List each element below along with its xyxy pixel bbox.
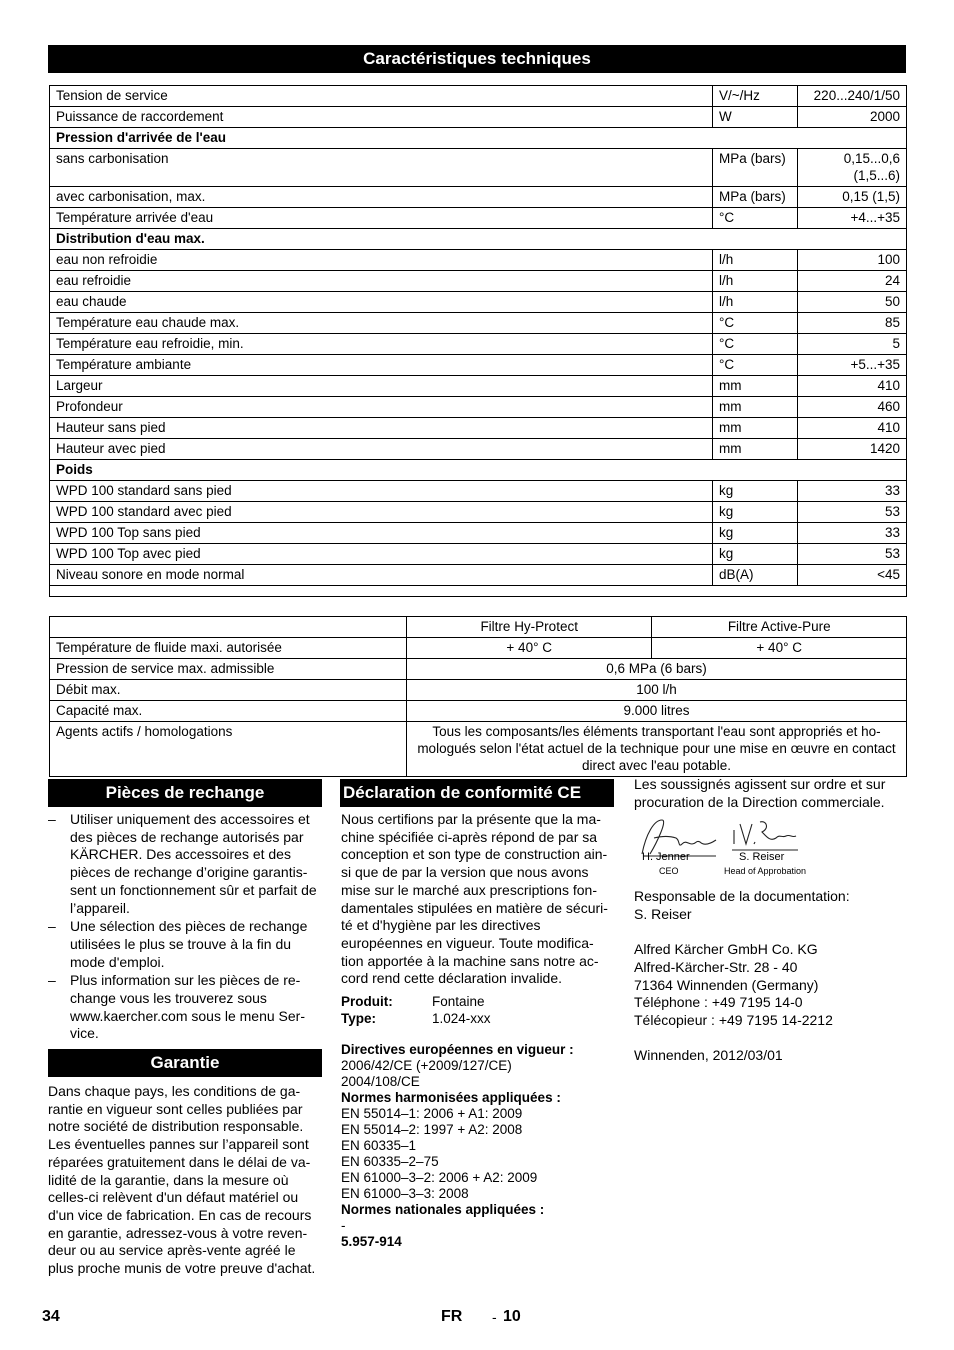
spec-label: Hauteur avec pied [50, 439, 713, 460]
garantie-text: Dans chaque pays, les conditions de ga-rantie en vigueur sont celles publiées par notre société de distribution responsable. Les éventuelles pannes sur l’appareil sont réparées gratuitement dans le délai de va-lidité de la garantie, dans la mesure où celles-ci relèvent d'un défaut matériel ou d'un vice de fabrication. En cas de recours en garantie, adressez-vous à votre reven-deur ou au service après-vente agréé le plus proche munis de votre preuve d'achat. [48, 1083, 316, 1277]
spec-row [50, 502, 907, 523]
dash-bullet: – [48, 811, 56, 827]
company-fax: Télécopieur : +49 7195 14-2212 [634, 1011, 833, 1028]
spec-row [50, 439, 907, 460]
spec-value: 460 [798, 397, 907, 418]
spec-row [50, 313, 907, 334]
reiser-signature [732, 822, 798, 850]
spec-unit: W [713, 107, 798, 128]
filter-row [50, 638, 907, 659]
spec-value: 0,15...0,6 (1,5...6) [798, 149, 907, 187]
dash-bullet: – [48, 972, 56, 989]
declaration-text: Nous certifions par la présente que la ma-chine spécifiée ci-après répond de par sa conception et son type de construction ain-si que de par la version que nous avons mise sur le marché aux prescriptions fon-damentales stipulées en matière de sécuri-té et d'hygiène par les directives européennes en vigueur. Toute modifica-tion apportée à la machine sans notre ac-cord rend cette déclaration invalide. [341, 811, 608, 987]
spec-row [50, 208, 907, 229]
language-code: FR [441, 1308, 463, 1325]
filter-row-value-b: + 40° C [652, 638, 907, 659]
filter-row-value: 9.000 litres [407, 701, 907, 722]
sig1-name: H. Jenner [642, 851, 690, 863]
spec-row [50, 187, 907, 208]
spec-value: 50 [798, 292, 907, 313]
type-row [341, 1011, 615, 1028]
spec-value: 24 [798, 271, 907, 292]
spec-unit: l/h [713, 271, 798, 292]
filter-row-value: 100 l/h [407, 680, 907, 701]
norme-item: EN 61000–3–2: 2006 + A2: 2009 [341, 1170, 538, 1185]
product-info [341, 994, 615, 1027]
spec-label: eau non refroidie [50, 250, 713, 271]
spec-label: Température arrivée d'eau [50, 208, 713, 229]
spec-unit: °C [713, 313, 798, 334]
normes-label: Normes harmonisées appliquées : [341, 1090, 561, 1105]
product-row [341, 994, 615, 1011]
spec-row [50, 565, 907, 586]
filter-row-label: Pression de service max. admissible [50, 659, 407, 680]
spec-unit: l/h [713, 292, 798, 313]
spec-row [50, 544, 907, 565]
spec-value: 100 [798, 250, 907, 271]
pieces-item [48, 918, 323, 971]
pieces-item [48, 972, 323, 1043]
sig2-role: Head of Approbation [724, 866, 807, 876]
pieces-item-text: Utiliser uniquement des accessoires et des pièces de rechange autorisés par KÄRCHER. Des accessoires et des pièces de rechange d’origine garantis-sent un fonctionnement sûr et parfait de l’appareil. [70, 811, 317, 916]
spec-label: avec carbonisation, max. [50, 187, 713, 208]
pieces-list [48, 811, 323, 1044]
address-block [634, 888, 906, 1065]
filter-row-value: 0,6 MPa (6 bars) [407, 659, 907, 680]
spec-label: Profondeur [50, 397, 713, 418]
spec-label: WPD 100 standard avec pied [50, 502, 713, 523]
spec-label: eau chaude [50, 292, 713, 313]
spec-value: 85 [798, 313, 907, 334]
spec-value: 2000 [798, 107, 907, 128]
spec-label: sans carbonisation [50, 149, 713, 187]
spec-section-row [50, 128, 907, 149]
type-value: 1.024-xxx [432, 1010, 491, 1026]
spec-label: eau refroidie [50, 271, 713, 292]
filter-row [50, 722, 907, 777]
product-label: Produit: [341, 994, 393, 1009]
spec-row [50, 292, 907, 313]
directive-item: 2006/42/CE (+2009/127/CE) [341, 1058, 512, 1073]
company-name: Alfred Kärcher GmbH Co. KG [634, 941, 818, 958]
spec-row [50, 397, 907, 418]
spec-unit: dB(A) [713, 565, 798, 586]
place-date: Winnenden, 2012/03/01 [634, 1047, 783, 1064]
filter-row [50, 701, 907, 722]
directive-item: 2004/108/CE [341, 1074, 420, 1089]
norme-item: EN 55014–1: 2006 + A1: 2009 [341, 1106, 523, 1121]
pieces-title: Pièces de rechange [48, 779, 322, 807]
spec-row [50, 149, 907, 187]
spec-unit: mm [713, 397, 798, 418]
spec-value: 33 [798, 523, 907, 544]
spec-value: 53 [798, 502, 907, 523]
spec-value: 220...240/1/50 [798, 86, 907, 107]
norme-item: EN 61000–3–3: 2008 [341, 1186, 469, 1201]
declaration-title: Déclaration de conformité CE [340, 779, 614, 807]
spec-label: Température eau refroidie, min. [50, 334, 713, 355]
spec-value: <45 [798, 565, 907, 586]
spec-unit: °C [713, 334, 798, 355]
spec-value: +4...+35 [798, 208, 907, 229]
spec-label: Tension de service [50, 86, 713, 107]
filter-col-b: Filtre Active-Pure [652, 617, 907, 638]
spec-section-row [50, 229, 907, 250]
filter-col-a: Filtre Hy-Protect [407, 617, 652, 638]
filter-row [50, 659, 907, 680]
page-number: 34 [42, 1308, 60, 1325]
spec-row [50, 355, 907, 376]
pieces-item-text: Plus information sur les pièces de re-change vous les trouverez sous www.kaercher.com sous le menu Ser-vice. [70, 972, 305, 1042]
spec-value: 1420 [798, 439, 907, 460]
spec-value: 5 [798, 334, 907, 355]
spec-label: WPD 100 standard sans pied [50, 481, 713, 502]
spec-row [50, 86, 907, 107]
spec-section-row [50, 460, 907, 481]
spec-label: WPD 100 Top sans pied [50, 523, 713, 544]
spec-unit: mm [713, 376, 798, 397]
norme-item: EN 60335–1 [341, 1138, 417, 1153]
type-label: Type: [341, 1010, 377, 1026]
spec-unit: l/h [713, 250, 798, 271]
filter-header-row [50, 617, 907, 638]
spec-value: +5...+35 [798, 355, 907, 376]
spec-section-heading: Poids [50, 460, 907, 481]
spec-label: Hauteur sans pied [50, 418, 713, 439]
company-street: Alfred-Kärcher-Str. 28 - 40 [634, 958, 798, 975]
signatures-intro: Les soussignés agissent sur ordre et sur procuration de la Direction commerciale. [634, 776, 886, 810]
sub-page-number: 10 [503, 1308, 521, 1325]
spec-value: 33 [798, 481, 907, 502]
page-title: Caractéristiques techniques [48, 45, 906, 73]
spec-label: Niveau sonore en mode normal [50, 565, 713, 586]
spec-value: 53 [798, 544, 907, 565]
company-city: 71364 Winnenden (Germany) [634, 976, 819, 993]
spec-row [50, 523, 907, 544]
spec-label: Température eau chaude max. [50, 313, 713, 334]
filter-row-value-a: + 40° C [407, 638, 652, 659]
spec-unit: mm [713, 418, 798, 439]
spec-unit: MPa (bars) [713, 187, 798, 208]
directives-label: Directives européennes en vigueur : [341, 1042, 574, 1057]
norme-item: EN 55014–2: 1997 + A2: 2008 [341, 1122, 523, 1137]
norme-item: EN 60335–2–75 [341, 1154, 439, 1169]
filter-row-label: Température de fluide maxi. autorisée [50, 638, 407, 659]
nationales-value: - [341, 1218, 346, 1233]
filter-table [49, 616, 907, 777]
pieces-item [48, 811, 323, 917]
filter-row-label: Agents actifs / homologations [50, 722, 407, 777]
spec-row [50, 481, 907, 502]
spec-table [49, 85, 907, 597]
spec-unit: kg [713, 523, 798, 544]
spec-value: 410 [798, 376, 907, 397]
spec-label: Largeur [50, 376, 713, 397]
spec-value: 0,15 (1,5) [798, 187, 907, 208]
product-value: Fontaine [432, 994, 485, 1009]
document-code: 5.957-914 [341, 1234, 402, 1249]
spec-section-heading: Pression d'arrivée de l'eau [50, 128, 907, 149]
sig2-name: S. Reiser [739, 851, 785, 863]
spec-unit: °C [713, 355, 798, 376]
spec-unit: mm [713, 439, 798, 460]
doc-resp-name: S. Reiser [634, 905, 692, 922]
company-phone: Téléphone : +49 7195 14-0 [634, 994, 803, 1011]
dash-bullet: – [48, 918, 56, 935]
spec-row [50, 418, 907, 439]
spec-unit: kg [713, 502, 798, 523]
filter-row-label: Capacité max. [50, 701, 407, 722]
spec-unit: MPa (bars) [713, 149, 798, 187]
pieces-item-text: Une sélection des pièces de rechange utilisées le plus se trouve à la fin du mode d'emploi. [70, 918, 308, 970]
spec-unit: kg [713, 544, 798, 565]
spec-row [50, 250, 907, 271]
spec-unit: °C [713, 208, 798, 229]
spec-label: WPD 100 Top avec pied [50, 544, 713, 565]
filter-row-label: Débit max. [50, 680, 407, 701]
directives-block [341, 1042, 615, 1250]
filter-row-value: Tous les composants/les éléments transportant l'eau sont appropriés et ho-mologués selon l'état actuel de la technique pour une mise en œuvre en contact direct avec l'eau potable. [407, 722, 907, 777]
nationales-label: Normes nationales appliquées : [341, 1202, 545, 1217]
spec-spacer [50, 586, 907, 597]
spec-label: Température ambiante [50, 355, 713, 376]
spec-unit: kg [713, 481, 798, 502]
doc-resp-label: Responsable de la documentation: [634, 888, 850, 904]
filter-header-empty [50, 617, 407, 638]
spec-label: Puissance de raccordement [50, 107, 713, 128]
spec-row [50, 107, 907, 128]
spec-spacer-row [50, 586, 907, 597]
spec-value: 410 [798, 418, 907, 439]
sig1-role: CEO [659, 866, 679, 876]
filter-row [50, 680, 907, 701]
spec-row [50, 376, 907, 397]
spec-row [50, 334, 907, 355]
spec-row [50, 271, 907, 292]
spec-unit: V/~/Hz [713, 86, 798, 107]
spec-section-heading: Distribution d'eau max. [50, 229, 907, 250]
garantie-title: Garantie [48, 1049, 322, 1077]
footer-separator: - [492, 1309, 497, 1325]
